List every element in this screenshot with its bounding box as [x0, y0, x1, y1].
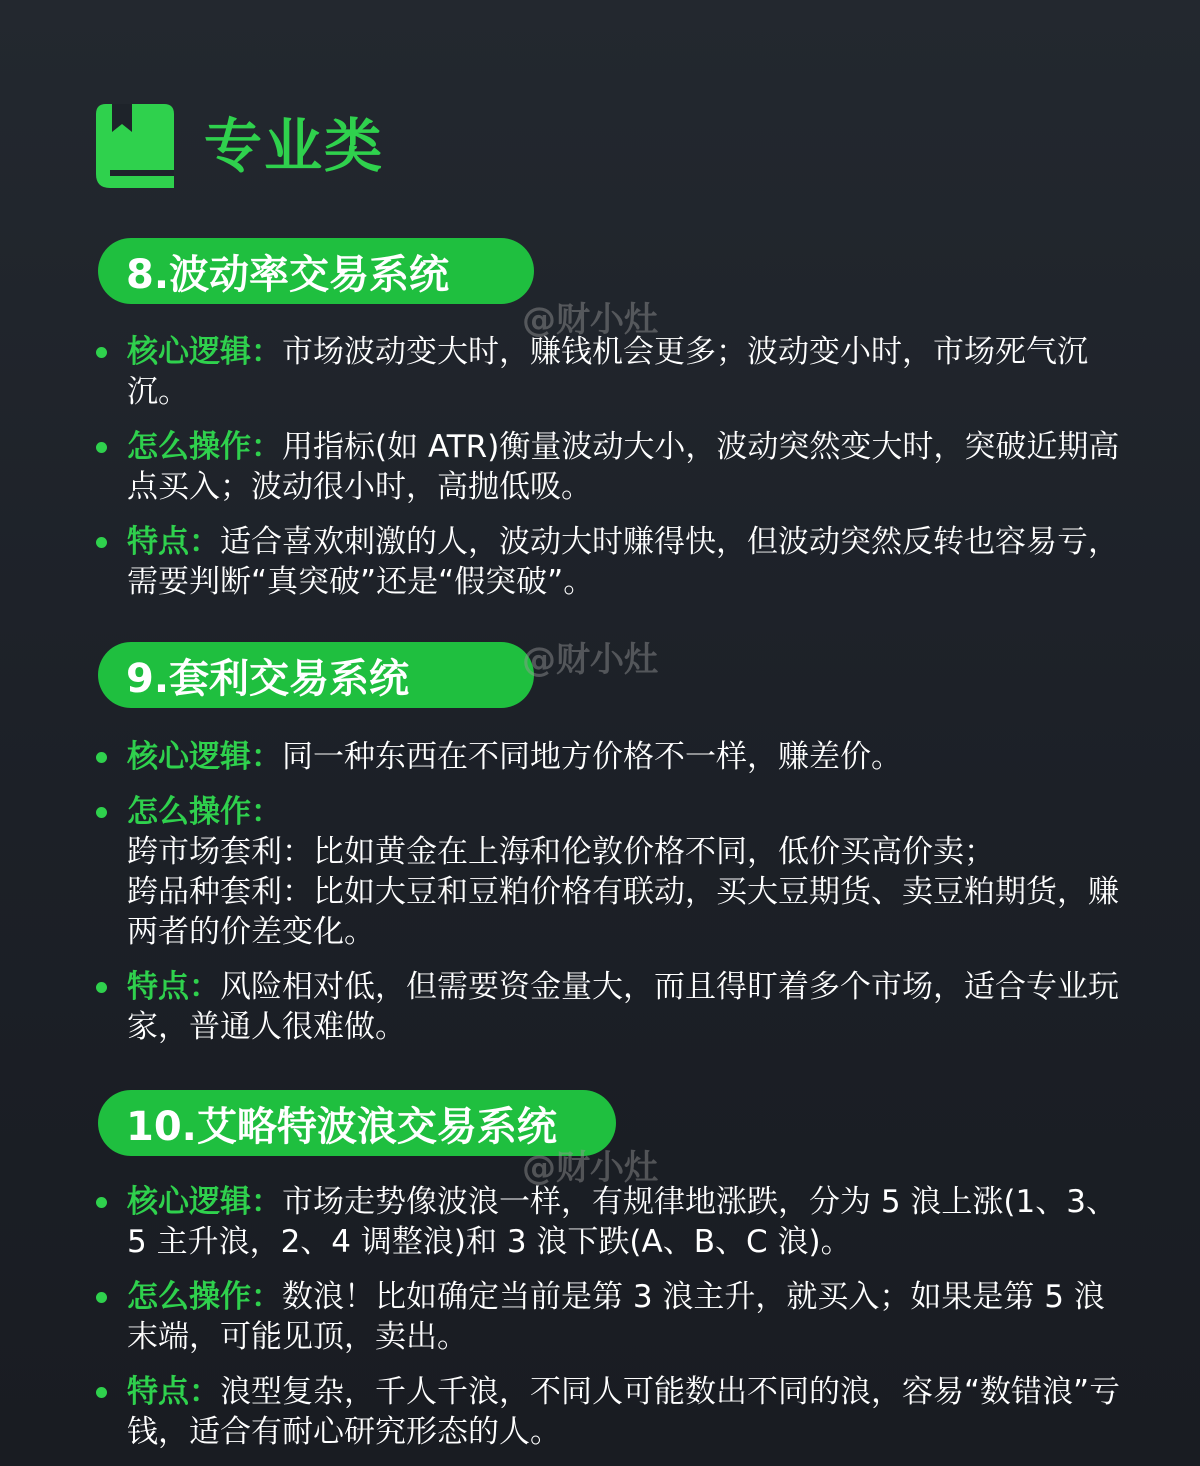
watermark: @财小灶: [522, 300, 658, 340]
bullet-dot-icon: [96, 807, 107, 818]
item-text: 同一种东西在不同地方价格不一样，赚差价。: [282, 739, 902, 775]
list-item: [96, 792, 1126, 952]
bullet-dot-icon: [96, 347, 107, 358]
item-text: 数浪！比如确定当前是第 3 浪主升，就买入；如果是第 5 浪末端，可能见顶，卖出。: [127, 1279, 1105, 1355]
bullet-dot-icon: [96, 442, 107, 453]
item-text: 市场波动变大时，赚钱机会更多；波动变小时，市场死气沉沉。: [127, 334, 1088, 410]
list-item: [96, 737, 1126, 777]
list-item: [96, 332, 1126, 412]
item-text: 用指标(如 ATR)衡量波动大小，波动突然变大时，突破近期高点买入；波动很小时，高抛低吸。: [127, 429, 1120, 505]
item-label: 怎么操作：: [127, 1279, 282, 1315]
watermark: @财小灶: [522, 640, 658, 680]
watermark: @财小灶: [522, 1148, 658, 1188]
section-title-arbitrage: 9.套利交易系统: [98, 642, 534, 708]
item-text: 市场走势像波浪一样，有规律地涨跌，分为 5 浪上涨(1、3、5 主升浪，2、4 调整浪)和 3 浪下跌(A、B、C 浪)。: [127, 1184, 1117, 1260]
bullet-dot-icon: [96, 752, 107, 763]
item-line: 跨市场套利：比如黄金在上海和伦敦价格不同，低价买高价卖；: [127, 834, 995, 870]
item-label: 核心逻辑：: [127, 1184, 282, 1220]
list-item: [96, 967, 1126, 1047]
list-item: [96, 522, 1126, 602]
list-item: [96, 427, 1126, 507]
item-text: 风险相对低，但需要资金量大，而且得盯着多个市场，适合专业玩家，普通人很难做。: [127, 969, 1119, 1045]
item-label: 核心逻辑：: [127, 334, 282, 370]
bullet-dot-icon: [96, 1387, 107, 1398]
book-icon: [96, 104, 174, 188]
list-item: [96, 1372, 1126, 1452]
item-label: 特点：: [127, 969, 220, 1005]
item-text: 适合喜欢刺激的人，波动大时赚得快，但波动突然反转也容易亏，需要判断“真突破”还是“假突破”。: [127, 524, 1119, 600]
bullet-dot-icon: [96, 1197, 107, 1208]
item-label: 特点：: [127, 1374, 220, 1410]
bullet-dot-icon: [96, 1292, 107, 1303]
section-title-elliott-wave: 10.艾略特波浪交易系统: [98, 1090, 616, 1156]
item-label: 怎么操作：: [127, 794, 282, 830]
list-item: [96, 1182, 1126, 1262]
item-label: 怎么操作：: [127, 429, 282, 465]
list-item: [96, 1277, 1126, 1357]
bullet-dot-icon: [96, 982, 107, 993]
section-header: [96, 104, 384, 188]
item-label: 核心逻辑：: [127, 739, 282, 775]
bullet-dot-icon: [96, 537, 107, 548]
item-text: 浪型复杂，千人千浪，不同人可能数出不同的浪，容易“数错浪”亏钱，适合有耐心研究形态的人。: [127, 1374, 1121, 1450]
item-label: 特点：: [127, 524, 220, 560]
item-line: 跨品种套利：比如大豆和豆粕价格有联动，买大豆期货、卖豆粕期货，赚两者的价差变化。: [127, 874, 1119, 950]
section-title-volatility: 8.波动率交易系统: [98, 238, 534, 304]
page-title: 专业类: [204, 112, 385, 180]
